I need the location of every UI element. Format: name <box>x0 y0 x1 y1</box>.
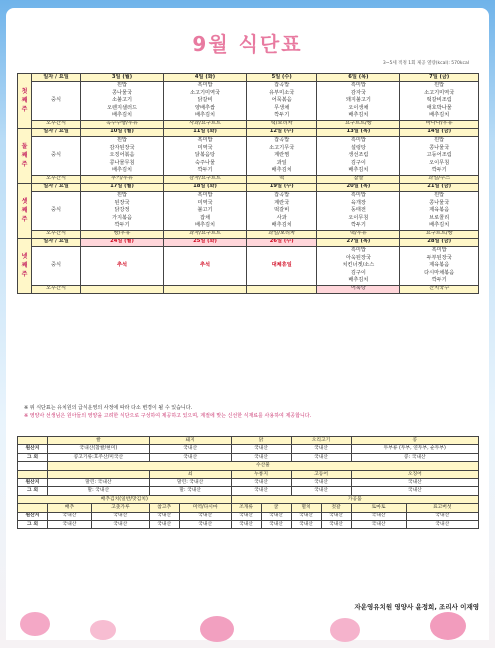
snack-cell <box>81 285 164 293</box>
menu-page <box>6 8 489 640</box>
menu-item: 제육볶음 <box>429 207 450 214</box>
snack-cell <box>164 285 247 293</box>
origin-cell: 원산지 <box>18 512 48 520</box>
week-label: 둘 째 주 <box>18 128 32 183</box>
menu-item: 무생채 <box>274 104 290 111</box>
menu-item: 흑미밥 <box>350 191 366 198</box>
menu-item: 과일 <box>276 159 287 166</box>
origin-cell: 말: 국내산 <box>149 487 231 495</box>
menu-item: 소고기무국 <box>269 144 295 151</box>
meal-label: 중식 <box>32 191 81 230</box>
menu-item: 흰밥 <box>116 136 128 143</box>
meal-cell <box>81 246 164 285</box>
meal-cell <box>317 191 400 230</box>
menu-item: 깍두기 <box>431 277 447 284</box>
menu-item: 닭강정 <box>114 207 130 214</box>
menu-item <box>164 247 246 255</box>
day-header: 21일 (금) <box>400 183 479 191</box>
menu-item: 소고기미역국 <box>189 89 221 96</box>
day-header: 5일 (수) <box>247 74 317 82</box>
flower-decoration <box>200 616 234 642</box>
menu-item: 계란찜 <box>274 152 290 159</box>
menu-item: 닭갈비 <box>197 97 213 104</box>
origin-cell: 콩 <box>351 437 478 445</box>
origin-cell: 고춧가루 <box>91 504 149 512</box>
menu-item: 사과 <box>276 214 287 221</box>
menu-item: 추석 <box>200 262 211 269</box>
menu-item <box>81 277 163 285</box>
menu-item: 된장국 <box>114 199 130 206</box>
day-header: 4일 (화) <box>164 74 247 82</box>
origin-cell: 말린: 국내산 <box>149 478 231 486</box>
menu-item: 배추김치 <box>111 167 133 174</box>
day-header: 3일 (월) <box>81 74 164 82</box>
menu-item: 오이무침 <box>429 159 450 166</box>
menu-item: 김구이 <box>350 269 366 276</box>
menu-item: 콩나물국 <box>429 199 450 206</box>
meal-cell <box>400 191 479 230</box>
origin-cell: 말: 국내산 <box>47 487 149 495</box>
menu-item: 깍두기 <box>197 167 213 174</box>
origin-cell: 국내산 <box>406 520 478 528</box>
menu-item: 깍두기 <box>114 222 130 229</box>
origin-cell: 원산지 <box>18 445 48 453</box>
meal-label: 중식 <box>32 246 81 285</box>
day-header: 25일 (화) <box>164 238 247 246</box>
origin-table <box>17 436 479 529</box>
menu-item <box>164 277 246 285</box>
origin-cell: 원산지 <box>18 478 48 486</box>
menu-item: 감자국 <box>350 89 366 96</box>
origin-cell: 누룽지 <box>231 470 291 478</box>
snack-cell: 떡/보리차 <box>247 120 317 128</box>
day-header: 27일 (목) <box>317 238 400 246</box>
origin-cell: 국내산 <box>149 445 231 453</box>
menu-item <box>247 277 316 285</box>
week-label: 넷 째 주 <box>18 238 32 293</box>
snack-cell: 옥수수빵/우유 <box>81 120 164 128</box>
origin-cell <box>18 437 48 445</box>
origin-cell: 콩: 국내산 <box>351 453 478 461</box>
flower-decoration <box>330 618 360 642</box>
menu-item: 오이생채 <box>348 104 369 111</box>
origin-cell: 국내산(찹쌀/현미) <box>47 445 149 453</box>
meal-cell <box>247 246 317 285</box>
day-header-label: 일자 / 요일 <box>32 74 81 82</box>
menu-item: 소고기미역국 <box>424 89 455 96</box>
menu-item: 고등어조림 <box>426 152 452 159</box>
menu-item: 다시마채볶음 <box>424 269 455 276</box>
menu-item: 배추김치 <box>429 112 450 119</box>
menu-item <box>164 255 246 263</box>
week-label: 셋 째 주 <box>18 183 32 238</box>
origin-cell <box>18 462 48 470</box>
menu-item: 흑미밥 <box>197 82 213 88</box>
menu-item: 잡곡밥 <box>274 82 290 88</box>
menu-item: 흑미밥 <box>350 82 366 88</box>
origin-cell: 굴 <box>261 504 291 512</box>
day-header: 12일 (수) <box>247 128 317 136</box>
meal-cell <box>400 82 479 121</box>
weekly-menu-table <box>17 73 479 294</box>
menu-item: 깍두기 <box>274 112 290 119</box>
menu-item: 두부된장국 <box>426 254 452 261</box>
origin-cell: 고등어 <box>291 470 351 478</box>
menu-item: 흰밥 <box>434 191 445 198</box>
menu-item: 흑미밥 <box>197 136 213 143</box>
menu-item: 흰밥 <box>434 136 445 143</box>
meal-cell <box>317 136 400 175</box>
snack-cell: 감자/요구르트 <box>164 175 247 183</box>
menu-item: 감자된장국 <box>109 144 135 151</box>
menu-item: 배추김치 <box>429 222 450 229</box>
menu-item: 육개장 <box>350 199 366 206</box>
meal-cell <box>317 246 400 285</box>
flower-decoration <box>20 612 50 636</box>
origin-cell <box>47 470 149 478</box>
snack-label: 오후간식 <box>32 175 81 183</box>
menu-item: 콩나물국 <box>111 89 133 96</box>
origin-cell: 그 외 <box>18 520 48 528</box>
day-header: 26일 (수) <box>247 238 317 246</box>
origin-cell: 국내산 <box>291 453 351 461</box>
origin-cell: 국내산 <box>351 487 478 495</box>
menu-item: 콩나물무침 <box>109 159 135 166</box>
meal-cell <box>81 191 164 230</box>
menu-item: 브로콜리 <box>429 214 450 221</box>
menu-item: 흑미밥 <box>431 246 447 253</box>
menu-item: 가지볶음 <box>111 214 133 221</box>
menu-item: 배추김치 <box>195 222 216 229</box>
menu-item: 아욱된장국 <box>345 254 371 261</box>
origin-cell: 멸치 <box>291 504 321 512</box>
menu-item: 제육볶음 <box>429 262 450 269</box>
meal-cell <box>164 246 247 285</box>
snack-cell: 사과/요구르트 <box>164 120 247 128</box>
menu-item: 오이무침 <box>348 214 369 221</box>
menu-item: 불고기 <box>197 207 213 214</box>
menu-item <box>247 247 316 255</box>
day-header: 17일 (월) <box>81 183 164 191</box>
meal-cell <box>81 82 164 121</box>
day-header: 18일 (화) <box>164 183 247 191</box>
menu-item: 생선조림 <box>348 152 369 159</box>
menu-item: 유부미소국 <box>269 89 295 96</box>
menu-item: 콩나물국 <box>429 144 450 151</box>
menu-item: 미역국 <box>197 199 213 206</box>
origin-cell: 국내산 <box>291 520 321 528</box>
meal-cell <box>164 136 247 175</box>
origin-cell: 국내산 <box>231 478 291 486</box>
menu-item: 흑미밥 <box>350 246 366 253</box>
menu-item <box>81 255 163 263</box>
origin-cell: 젓갈 <box>321 504 351 512</box>
menu-item: 어묵볶음 <box>271 97 292 104</box>
menu-item: 배추김치 <box>348 277 369 284</box>
origin-cell: 국내산 <box>351 520 406 528</box>
menu-item: 깍두기 <box>350 222 366 229</box>
menu-item: 배추김치 <box>348 112 369 119</box>
menu-item: 떡갈비 <box>274 207 290 214</box>
menu-item: 흰밥 <box>434 82 445 88</box>
snack-cell: 쿠키/우유 <box>81 175 164 183</box>
origin-subheader: 가공품 <box>231 495 478 503</box>
menu-item <box>81 247 163 255</box>
page-title: 9월 식단표 <box>192 32 303 56</box>
origin-cell: 표고버섯 <box>406 504 478 512</box>
snack-label: 오후간식 <box>32 285 81 293</box>
day-header: 24일 (월) <box>81 238 164 246</box>
origin-cell: 그 외 <box>18 487 48 495</box>
origin-cell: 닭 <box>231 437 291 445</box>
menu-item <box>247 270 316 278</box>
origin-cell: 국내산 <box>47 520 91 528</box>
week-label: 첫 째 주 <box>18 74 32 129</box>
origin-cell: 국내산 <box>321 512 351 520</box>
origin-cell: 쇠 <box>149 470 231 478</box>
origin-cell: 국내산 <box>406 512 478 520</box>
menu-item: 흰밥 <box>116 191 128 198</box>
origin-cell: 국내산 <box>231 520 261 528</box>
flower-decoration <box>430 612 466 640</box>
menu-item: 소불고기 <box>111 97 133 104</box>
origin-cell: 조개류 <box>231 504 261 512</box>
menu-item: 떡갈비조림 <box>426 97 452 104</box>
meal-cell <box>164 191 247 230</box>
menu-item: 배추김치 <box>111 112 133 119</box>
origin-cell: 돼지 <box>149 437 231 445</box>
origin-cell: 국내산 <box>351 478 478 486</box>
origin-cell: 국내산 <box>179 512 231 520</box>
menu-item <box>164 270 246 278</box>
origin-cell: 국내산 <box>91 512 149 520</box>
menu-item <box>81 270 163 278</box>
origin-cell: 국내산 <box>231 487 291 495</box>
footnotes <box>24 405 482 421</box>
menu-item: 배추김치 <box>271 167 292 174</box>
footnote: ※ 위 식단표는 유치원의 급식운영의 사정에 따라 다소 변경이 될 수 있습니다. <box>24 405 193 411</box>
origin-cell: 참고추 <box>149 504 179 512</box>
menu-item: 배추김치 <box>195 112 216 119</box>
menu-item: 숙주나물 <box>195 159 216 166</box>
origin-cell: 쌀 <box>47 437 149 445</box>
day-header: 13일 (목) <box>317 128 400 136</box>
day-header: 14일 (금) <box>400 128 479 136</box>
signature: 자운영유치원 영양사 윤정희, 조리사 이재영 <box>354 603 479 611</box>
origin-cell: 국내산 <box>291 487 351 495</box>
menu-item: 잡채 <box>200 214 211 221</box>
origin-subheader: 수산물 <box>47 462 478 470</box>
footnote: ※ 영양사 선생님은 원아들의 영양을 고려한 식단으로 구성하여 제공하고 있으며, 계절에 맞는 신선한 식재료를 사용하여 제공합니다. <box>24 412 312 419</box>
menu-item: 계란국 <box>274 199 290 206</box>
day-header-label: 일자 / 요일 <box>32 128 81 136</box>
meal-cell <box>247 82 317 121</box>
origin-subheader: 배추김치(일반/맛김치) <box>18 495 232 503</box>
day-header-label: 일자 / 요일 <box>32 238 81 246</box>
snack-cell: 과일/주스 <box>400 175 479 183</box>
snack-cell: 과자/요구르트 <box>164 230 247 238</box>
menu-item: 잡곡밥 <box>274 191 290 198</box>
snack-cell: 빵/우유 <box>81 230 164 238</box>
meal-cell <box>317 82 400 121</box>
origin-cell: 오징어 <box>351 470 478 478</box>
menu-item: 대체휴일 <box>271 262 292 269</box>
day-header: 11일 (화) <box>164 128 247 136</box>
origin-cell: 국내산 <box>91 520 149 528</box>
meal-cell <box>247 136 317 175</box>
meal-label: 중식 <box>32 82 81 121</box>
meal-cell <box>400 246 479 285</box>
meal-label: 중식 <box>32 136 81 175</box>
origin-cell: 두부류 (두부, 연두부, 순두부) <box>351 445 478 453</box>
menu-item: 배추김치 <box>348 167 369 174</box>
menu-item: 흰밥 <box>116 82 128 88</box>
day-header: 28일 (금) <box>400 238 479 246</box>
menu-item: 설렁탕 <box>350 144 366 151</box>
snack-cell: 요구르트/빵 <box>317 120 400 128</box>
menu-item: 동태전 <box>350 207 366 214</box>
day-header: 6일 (목) <box>317 74 400 82</box>
menu-item: 깍두기 <box>431 167 447 174</box>
menu-item: 잡곡밥 <box>274 136 290 143</box>
origin-cell: 그 외 <box>18 453 48 461</box>
day-header: 20일 (목) <box>317 183 400 191</box>
origin-cell: 국내산 <box>261 512 291 520</box>
snack-cell: 과일/보리차 <box>247 230 317 238</box>
menu-item: 오렌지샐러드 <box>106 104 138 111</box>
origin-cell: 국내산 <box>231 512 261 520</box>
snack-cell: 잔치국수 <box>400 285 479 293</box>
origin-cell: 미역/다시마 <box>179 504 231 512</box>
origin-cell: 국내산 <box>351 512 406 520</box>
origin-cell: 국내산 <box>291 512 321 520</box>
day-header: 7일 (금) <box>400 74 479 82</box>
origin-cell <box>18 504 48 512</box>
day-header-label: 일자 / 요일 <box>32 183 81 191</box>
menu-item: 김구이 <box>350 159 366 166</box>
snack-cell: 바나나/우유 <box>400 120 479 128</box>
origin-cell: 국내산 <box>261 520 291 528</box>
origin-cell: 국내산 <box>231 445 291 453</box>
origin-cell: 배추 <box>47 504 91 512</box>
origin-cell <box>18 470 48 478</box>
snack-cell: 찹쌀 <box>317 175 400 183</box>
snack-cell <box>247 285 317 293</box>
origin-cell: 국내산 <box>291 445 351 453</box>
origin-cell: 국내산 <box>149 520 179 528</box>
menu-item: 미역국 <box>197 144 213 151</box>
day-header: 10일 (월) <box>81 128 164 136</box>
origin-cell: 국내산 <box>149 512 179 520</box>
snack-cell: 떡/우유 <box>317 230 400 238</box>
snack-label: 오후간식 <box>32 230 81 238</box>
origin-cell: 국내산 <box>179 520 231 528</box>
snack-cell: 요구르트/빵 <box>400 230 479 238</box>
menu-item: 흑미밥 <box>197 191 213 198</box>
menu-item: 배추김치 <box>271 222 292 229</box>
origin-cell: 국내산 <box>47 512 91 520</box>
snack-label: 오후간식 <box>32 120 81 128</box>
menu-item: 흑미밥 <box>350 136 366 143</box>
meal-cell <box>400 136 479 175</box>
origin-cell: 국내산 <box>231 453 291 461</box>
origin-cell: 국내산 <box>291 478 351 486</box>
snack-cell: 떡 <box>247 175 317 183</box>
flower-decoration <box>90 620 116 640</box>
calorie-note: 3~5세 적정 1회 제공 열량(kcal): 570kcal <box>382 61 469 66</box>
menu-item: 치킨너겟/소스 <box>342 262 375 269</box>
menu-item: 애호박나물 <box>426 104 452 111</box>
origin-cell: 토마토 <box>351 504 406 512</box>
snack-cell: 어묵탕 <box>317 285 400 293</box>
menu-item: 추석 <box>116 262 128 269</box>
origin-cell: 말린: 국내산 <box>47 478 149 486</box>
menu-item: 돼지불고기 <box>345 97 371 104</box>
menu-item: 오징어볶음 <box>109 152 135 159</box>
meal-cell <box>81 136 164 175</box>
origin-cell: 콩고기류:호주산/미국산 <box>47 453 149 461</box>
meal-cell <box>164 82 247 121</box>
menu-item: 닭볶음탕 <box>195 152 216 159</box>
menu-item: 양배추쌈 <box>195 104 216 111</box>
menu-item <box>247 255 316 263</box>
day-header: 19일 (수) <box>247 183 317 191</box>
meal-cell <box>247 191 317 230</box>
origin-cell: 오리고기 <box>291 437 351 445</box>
origin-cell: 국내산 <box>149 453 231 461</box>
origin-cell: 국내산 <box>321 520 351 528</box>
